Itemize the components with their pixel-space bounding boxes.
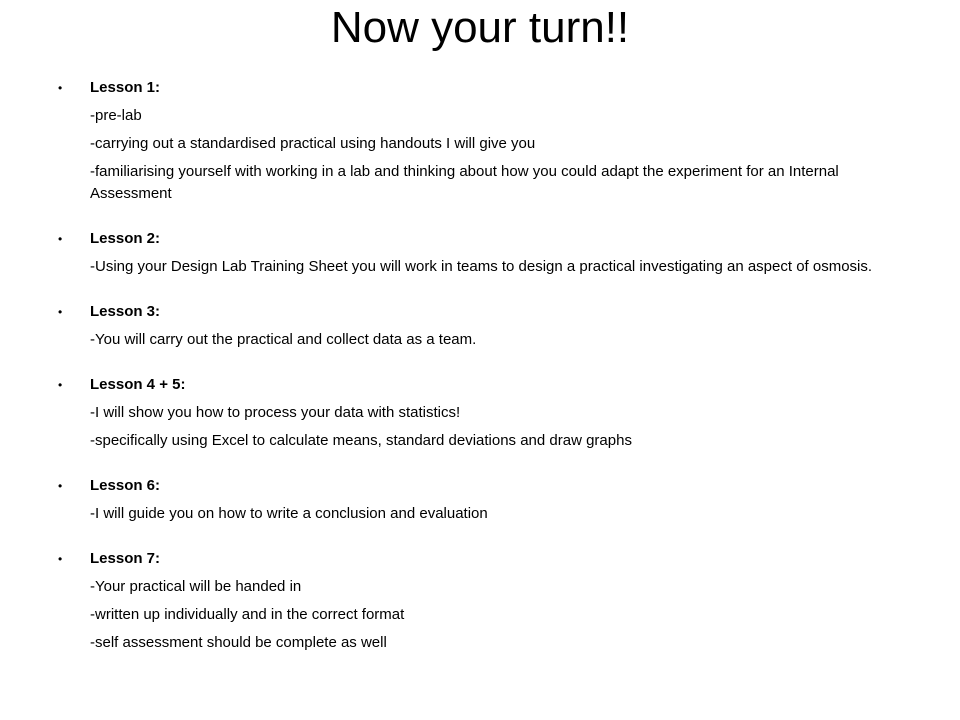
lesson-heading: Lesson 6: — [90, 477, 161, 494]
lesson-line: -self assessment should be complete as well — [90, 634, 387, 651]
lesson-line: -pre-lab — [90, 107, 142, 124]
lesson-4-5 — [58, 371, 894, 452]
lesson-line: -I will show you how to process your data with statistics! — [90, 404, 461, 421]
lesson-line: -You will carry out the practical and collect data as a team. — [90, 331, 477, 348]
bullet-icon: • — [58, 81, 63, 95]
lesson-heading: Lesson 1: — [90, 79, 161, 96]
lesson-heading: Lesson 3: — [90, 303, 161, 320]
bullet-icon: • — [58, 552, 63, 566]
bullet-icon: • — [58, 479, 63, 493]
lesson-2 — [58, 225, 894, 278]
lesson-heading: Lesson 2: — [90, 230, 161, 247]
lesson-line: -familiarising yourself with working in a lab and thinking about how you could adapt the experiment for an Internal Assessment — [90, 163, 839, 202]
lesson-list — [58, 74, 894, 674]
lesson-1 — [58, 74, 894, 205]
lesson-line: -specifically using Excel to calculate means, standard deviations and draw graphs — [90, 432, 632, 449]
lesson-line: -written up individually and in the correct format — [90, 606, 405, 623]
lesson-line: -Using your Design Lab Training Sheet you will work in teams to design a practical investigating an aspect of osmosis. — [90, 258, 873, 275]
lesson-7 — [58, 545, 894, 654]
lesson-line: -I will guide you on how to write a conclusion and evaluation — [90, 505, 488, 522]
lesson-heading: Lesson 7: — [90, 550, 161, 567]
lesson-line: -Your practical will be handed in — [90, 578, 302, 595]
slide-title: Now your turn!! — [330, 3, 630, 52]
lesson-heading: Lesson 4 + 5: — [90, 376, 186, 393]
bullet-icon: • — [58, 232, 63, 246]
lesson-3 — [58, 298, 894, 351]
bullet-icon: • — [58, 305, 63, 319]
lesson-6 — [58, 472, 894, 525]
bullet-icon: • — [58, 378, 63, 392]
lesson-line: -carrying out a standardised practical using handouts I will give you — [90, 135, 536, 152]
